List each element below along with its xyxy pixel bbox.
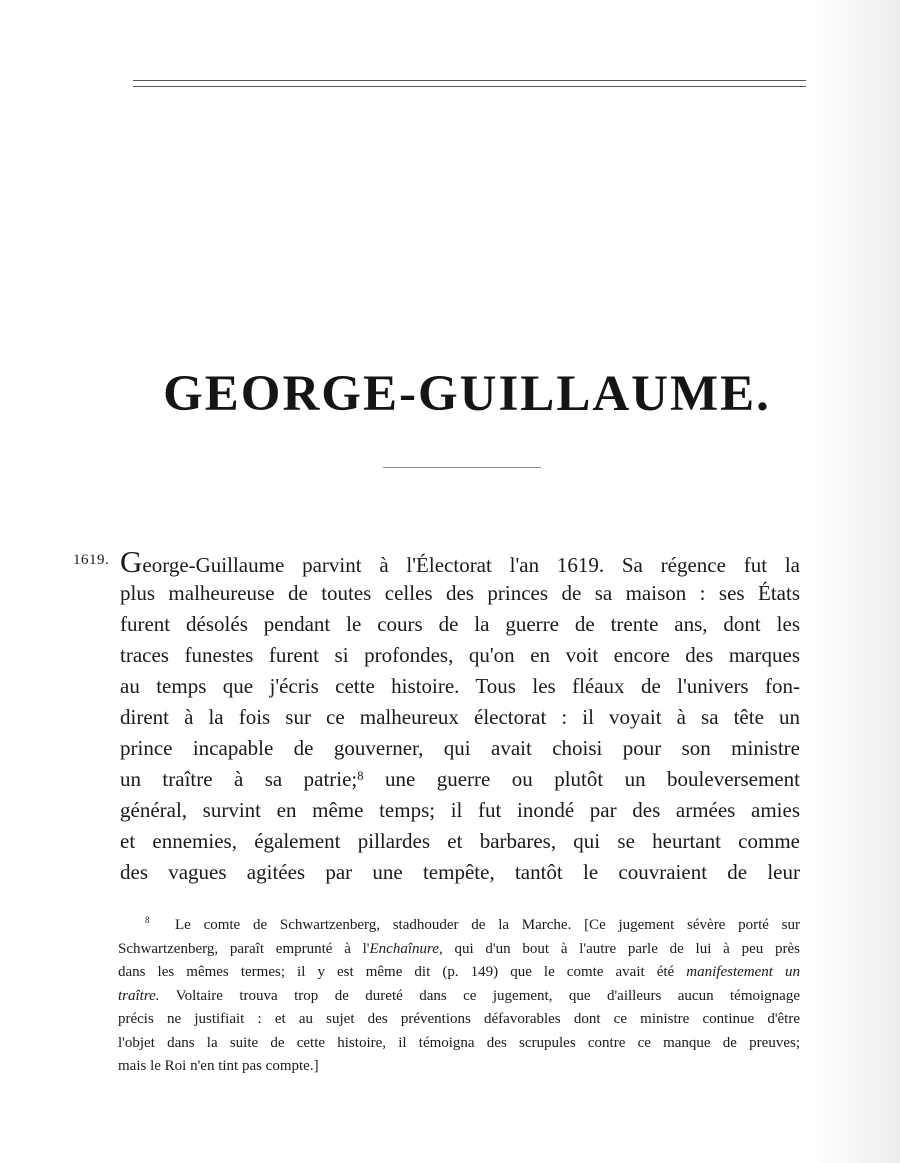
title-separator-rule: [383, 467, 541, 468]
footnote-text: qui d'un bout à l'autre parle de lui à peu près: [442, 940, 801, 957]
footnote-number: 8: [145, 915, 150, 925]
footnote-block: [118, 914, 800, 1079]
footnote-line: l'objet dans la suite de cette histoire, il témoigna des scrupules contre ce manque de preuves;: [118, 1034, 800, 1051]
page-edge-shadow: [810, 0, 900, 1163]
footnote-line: [118, 961, 800, 985]
footnote-line: mais le Roi n'en tint pas compte.]: [118, 1058, 319, 1074]
footnote-italic-text: Enchaînure,: [369, 940, 443, 957]
footnote-text: Voltaire trouva trop de dureté dans ce jugement, que d'ailleurs aucun témoignage: [159, 987, 800, 1004]
margin-year-note: 1619.: [73, 552, 110, 568]
footnote-line: [118, 914, 800, 938]
body-line-7: prince incapable de gouverner, qui avait choisi pour son ministre: [120, 736, 800, 760]
footnote-reference[interactable]: 8: [357, 769, 364, 783]
body-line-text: une guerre ou plutôt un bouleversement: [384, 767, 800, 791]
footnote-italic-text: traître.: [118, 987, 160, 1004]
body-line-5: au temps que j'écris cette histoire. Tous les fléaux de l'univers fon-: [120, 674, 800, 698]
body-line-4: traces funestes furent si profondes, qu'on en voit encore des marques: [120, 643, 800, 667]
body-line-text: eorge-Guillaume parvint à l'Électorat l'an 1619. Sa régence fut la: [142, 553, 800, 577]
body-line-9: général, survint en même temps; il fut inondé par des armées amies: [120, 798, 800, 822]
body-line-8: [120, 764, 800, 794]
footnote-line: [118, 938, 800, 962]
body-line-text: un traître à sa patrie;: [120, 767, 358, 791]
chapter-title: GEORGE-GUILLAUME.: [163, 366, 771, 422]
body-line-2: plus malheureuse de toutes celles des princes de sa maison : ses États: [120, 581, 800, 605]
footnote-line: précis ne justifiait : et au sujet des préventions défavorables dont ce ministre continue d'être: [118, 1011, 800, 1027]
body-line-10: et ennemies, également pillardes et barbares, qui se heurtant comme: [120, 829, 800, 853]
body-line-1: [120, 544, 800, 580]
drop-cap: G: [120, 544, 143, 579]
footnote-line: [118, 985, 800, 1009]
header-double-rule: [133, 80, 806, 87]
body-line-11: des vagues agitées par une tempête, tantôt le couvraient de leur: [120, 860, 800, 884]
footnote-text: Le comte de Schwartzenberg, stadhouder de la Marche. [Ce jugement sévère porté sur: [175, 917, 800, 933]
footnote-text: dans les mêmes termes; il y est même dit (p. 149) que le comte avait été: [118, 964, 687, 980]
body-line-3: furent désolés pendant le cours de la guerre de trente ans, dont les: [120, 612, 800, 636]
body-line-6: dirent à la fois sur ce malheureux électorat : il voyait à sa tête un: [120, 705, 800, 729]
footnote-italic-text: manifestement un: [686, 964, 800, 980]
footnote-text: Schwartzenberg, paraît emprunté à l': [118, 940, 370, 957]
